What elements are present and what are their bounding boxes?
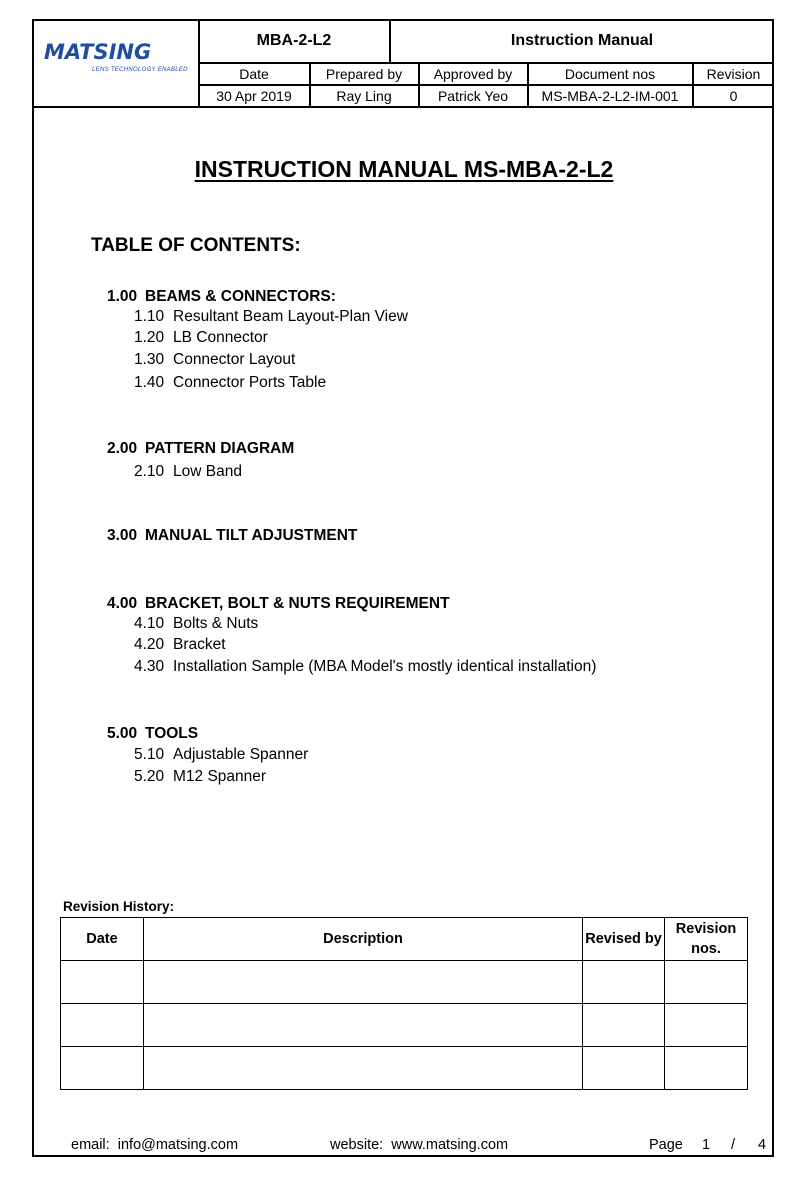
toc-item-number: 1.20 <box>134 329 165 346</box>
header-approved-by-value: Patrick Yeo <box>437 87 509 104</box>
toc-item-number: 2.10 <box>134 463 165 480</box>
toc-item-5-20 <box>134 768 266 786</box>
toc-item-number: 1.40 <box>134 374 165 391</box>
footer-email-label: email: <box>71 1137 110 1153</box>
table-cell <box>61 961 144 1004</box>
toc-section-label: BRACKET, BOLT & NUTS REQUIREMENT <box>145 595 450 612</box>
toc-item-1-40 <box>134 374 326 392</box>
revision-history-label: Revision History: <box>63 899 175 914</box>
table-row <box>61 961 748 1004</box>
table-cell <box>665 1047 748 1090</box>
toc-section-label: MANUAL TILT ADJUSTMENT <box>145 527 358 544</box>
logo-tagline: LENS TECHNOLOGY ENABLED <box>92 67 188 73</box>
toc-section-label: PATTERN DIAGRAM <box>145 440 295 457</box>
footer-page-label: Page <box>649 1137 683 1153</box>
toc-item-4-30 <box>134 658 596 676</box>
logo-wordmark: MATSING <box>44 40 152 64</box>
table-cell <box>665 1004 748 1047</box>
toc-item-label: Bracket <box>173 636 226 653</box>
header-date-value: 30 Apr 2019 <box>216 87 292 104</box>
toc-section-label: TOOLS <box>145 725 199 742</box>
toc-item-number: 5.20 <box>134 768 165 785</box>
document-title-text: INSTRUCTION MANUAL MS-MBA-2-L2 <box>194 156 614 182</box>
header-col-approved-by: Approved by <box>433 65 513 82</box>
table-cell <box>583 961 665 1004</box>
toc-item-number: 4.30 <box>134 658 165 675</box>
toc-item-number: 5.10 <box>134 746 165 763</box>
toc-item-1-20 <box>134 329 268 347</box>
toc-item-4-20 <box>134 636 226 654</box>
table-cell <box>61 1004 144 1047</box>
header-col-prepared-by: Prepared by <box>325 65 403 82</box>
toc-item-1-10 <box>134 308 408 326</box>
toc-item-number: 1.30 <box>134 351 165 368</box>
footer-website <box>330 1137 508 1153</box>
header-model: MBA-2-L2 <box>256 32 332 49</box>
footer-email <box>71 1137 238 1153</box>
toc-heading: TABLE OF CONTENTS: <box>91 235 301 256</box>
toc-section-number: 1.00 <box>107 288 138 305</box>
toc-section-1 <box>107 288 336 306</box>
col-description: Description <box>143 918 582 961</box>
toc-item-1-30 <box>134 351 295 369</box>
table-cell <box>143 1047 582 1090</box>
footer-website-label: website: <box>330 1137 384 1153</box>
toc-item-2-10 <box>134 463 242 481</box>
toc-item-label: Installation Sample (MBA Model's mostly identical installation) <box>173 658 597 675</box>
toc-section-3 <box>107 527 357 545</box>
toc-item-number: 4.20 <box>134 636 165 653</box>
toc-section-number: 5.00 <box>107 725 138 742</box>
toc-section-label: BEAMS & CONNECTORS: <box>145 288 336 305</box>
header-revision-value: 0 <box>729 87 738 104</box>
footer-page-total: 4 <box>758 1137 767 1153</box>
toc-item-label: Bolts & Nuts <box>173 615 259 632</box>
footer-email-link[interactable]: info@matsing.com <box>117 1137 239 1153</box>
toc-item-label: Connector Ports Table <box>173 374 327 391</box>
table-cell <box>665 961 748 1004</box>
toc-item-number: 1.10 <box>134 308 165 325</box>
header-col-document-nos: Document nos <box>564 65 656 82</box>
col-date: Date <box>61 918 144 961</box>
table-cell <box>583 1004 665 1047</box>
col-revised-by: Revised by <box>583 918 665 961</box>
table-cell <box>143 1004 582 1047</box>
table-cell <box>583 1047 665 1090</box>
table-header-row <box>61 918 748 961</box>
toc-item-number: 4.10 <box>134 615 165 632</box>
header-bottom-line <box>32 106 774 108</box>
header-doc-type: Instruction Manual <box>510 32 654 49</box>
footer-page-separator: / <box>731 1137 736 1153</box>
header-prepared-by-value: Ray Ling <box>336 87 392 104</box>
toc-item-label: M12 Spanner <box>173 768 267 785</box>
toc-item-label: Resultant Beam Layout-Plan View <box>173 308 408 325</box>
matsing-logo <box>44 40 199 76</box>
toc-section-5 <box>107 725 198 743</box>
toc-item-label: Adjustable Spanner <box>173 746 309 763</box>
toc-section-4 <box>107 595 450 613</box>
header-col-date: Date <box>239 65 269 82</box>
footer-page-current: 1 <box>702 1137 711 1153</box>
revision-history-table <box>60 917 748 1090</box>
toc-item-label: LB Connector <box>173 329 268 346</box>
toc-section-number: 3.00 <box>107 527 138 544</box>
header-col-revision: Revision <box>706 65 761 82</box>
document-title <box>0 156 808 183</box>
toc-item-label: Low Band <box>173 463 242 480</box>
col-revision-nos: Revision nos. <box>665 918 748 961</box>
table-cell <box>143 961 582 1004</box>
table-row <box>61 1004 748 1047</box>
toc-section-number: 4.00 <box>107 595 138 612</box>
toc-item-4-10 <box>134 615 258 633</box>
table-cell <box>61 1047 144 1090</box>
header-document-nos-value: MS-MBA-2-L2-IM-001 <box>541 87 679 104</box>
toc-section-number: 2.00 <box>107 440 138 457</box>
table-row <box>61 1047 748 1090</box>
toc-section-2 <box>107 440 294 458</box>
toc-item-5-10 <box>134 746 308 764</box>
footer-website-link[interactable]: www.matsing.com <box>391 1137 509 1153</box>
toc-item-label: Connector Layout <box>173 351 296 368</box>
